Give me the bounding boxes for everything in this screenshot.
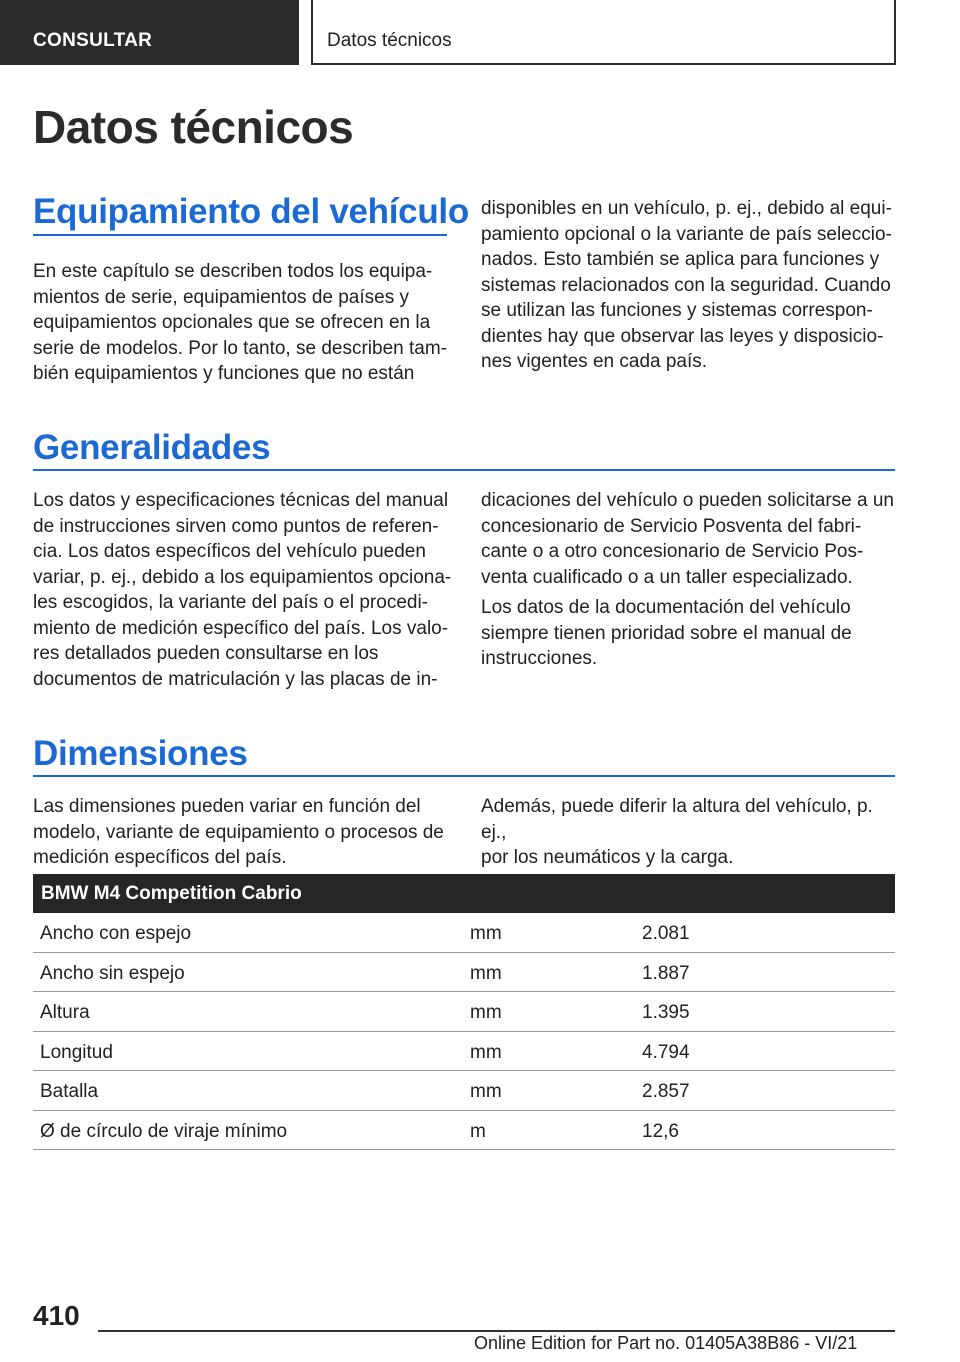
table-title: BMW M4 Competition Cabrio (33, 874, 895, 913)
paragraph-generalidades-right-2 (481, 595, 899, 672)
rule-equipamiento (33, 234, 447, 236)
row-label: Ancho con espejo (40, 923, 192, 944)
footer-edition-text: Online Edition for Part no. 01405A38B86 - VI/21 (474, 1333, 858, 1353)
text-line: Las dimensiones pueden variar en función del (33, 796, 421, 817)
row-unit: mm (470, 923, 502, 944)
row-label: Batalla (40, 1081, 99, 1102)
text-line: les escogidos, la variante del país o el procedi- (33, 592, 429, 613)
paragraph-dimensiones-right (481, 794, 899, 871)
text-line: dientes hay que observar las leyes y disposicio- (481, 325, 884, 347)
row-value: 2.081 (642, 923, 690, 944)
row-label: Ø de círculo de viraje mínimo (40, 1120, 288, 1142)
text-line: disponibles en un vehículo, p. ej., debido al equi- (481, 198, 892, 219)
text-line: dicaciones del vehículo o pueden solicitarse a un (481, 490, 894, 511)
header-section-label: CONSULTAR (33, 30, 153, 51)
heading-equipamiento: Equipamiento del vehículo (33, 192, 469, 231)
table-row (33, 913, 895, 953)
paragraph-equipamiento-right (481, 196, 899, 375)
table-row (33, 1032, 895, 1072)
text-line: de instrucciones sirven como puntos de referen- (33, 515, 439, 537)
text-line: Los datos de la documentación del vehículo (481, 597, 851, 618)
table-row (33, 992, 895, 1032)
text-line: siempre tienen prioridad sobre el manual de (481, 622, 852, 644)
table-row (33, 953, 895, 993)
row-value: 1.887 (642, 962, 690, 984)
text-line: pamiento opcional o la variante de país seleccio- (481, 223, 892, 245)
text-line: mientos de serie, equipamientos de países y (33, 286, 409, 308)
text-line: En este capítulo se describen todos los equipa- (33, 261, 433, 282)
row-unit: mm (470, 1002, 502, 1023)
table-row (33, 1111, 895, 1151)
rule-generalidades (33, 469, 895, 471)
text-line: se utilizan las funciones y sistemas correspon- (481, 300, 873, 321)
heading-generalidades: Generalidades (33, 428, 271, 467)
text-line: serie de modelos. Por lo tanto, se describen tam- (33, 337, 447, 359)
row-value: 4.794 (642, 1041, 690, 1063)
text-line: Los datos y especificaciones técnicas del manual (33, 490, 449, 511)
text-line: sistemas relacionados con la seguridad. Cuando (481, 274, 891, 296)
text-line: medición específicos del país. (33, 847, 287, 868)
row-value: 12,6 (642, 1120, 679, 1142)
row-value: 2.857 (642, 1081, 690, 1102)
paragraph-generalidades-right-1 (481, 488, 899, 590)
row-value: 1.395 (642, 1002, 690, 1023)
heading-dimensiones: Dimensiones (33, 734, 248, 773)
paragraph-generalidades-left (33, 488, 453, 692)
text-line: bién equipamientos y funciones que no están (33, 363, 415, 384)
row-label: Altura (40, 1002, 90, 1023)
page-title: Datos técnicos (33, 101, 354, 153)
table-row (33, 1071, 895, 1111)
text-line: equipamientos opcionales que se ofrecen en la (33, 312, 431, 333)
header-chapter-label: Datos técnicos (327, 30, 452, 51)
row-unit: mm (470, 962, 502, 984)
text-line: nados. Esto también se aplica para funciones y (481, 249, 880, 270)
header-chapter-box (311, 0, 896, 65)
header-section-tab (0, 0, 299, 65)
paragraph-dimensiones-left (33, 794, 453, 871)
text-line: documentos de matriculación y las placas de in- (33, 668, 438, 690)
text-line: nes vigentes en cada país. (481, 351, 708, 372)
text-line: variar, p. ej., debido a los equipamientos opciona- (33, 566, 452, 588)
text-line: Además, puede diferir la altura del vehículo, p. ej., (481, 796, 873, 843)
page-number: 410 (33, 1300, 80, 1331)
row-unit: mm (470, 1081, 502, 1102)
text-line: venta cualificado o a un taller especializado. (481, 566, 853, 588)
row-unit: mm (470, 1041, 502, 1063)
paragraph-equipamiento-left (33, 259, 453, 387)
rule-dimensiones (33, 775, 895, 777)
text-line: por los neumáticos y la carga. (481, 847, 734, 868)
text-line: miento de medición específico del país. Los valo- (33, 617, 449, 639)
dimensions-table (33, 874, 895, 1150)
text-line: res detallados pueden consultarse en los (33, 643, 379, 664)
footer-rule (98, 1330, 895, 1332)
row-label: Longitud (40, 1041, 113, 1063)
text-line: cante o a otro concesionario de Servicio Pos- (481, 541, 864, 562)
row-label: Ancho sin espejo (40, 962, 185, 984)
text-line: cia. Los datos específicos del vehículo pueden (33, 541, 426, 562)
row-unit: m (470, 1120, 486, 1142)
text-line: modelo, variante de equipamiento o procesos de (33, 821, 444, 843)
text-line: instrucciones. (481, 648, 598, 669)
text-line: concesionario de Servicio Posventa del fabri- (481, 515, 862, 537)
